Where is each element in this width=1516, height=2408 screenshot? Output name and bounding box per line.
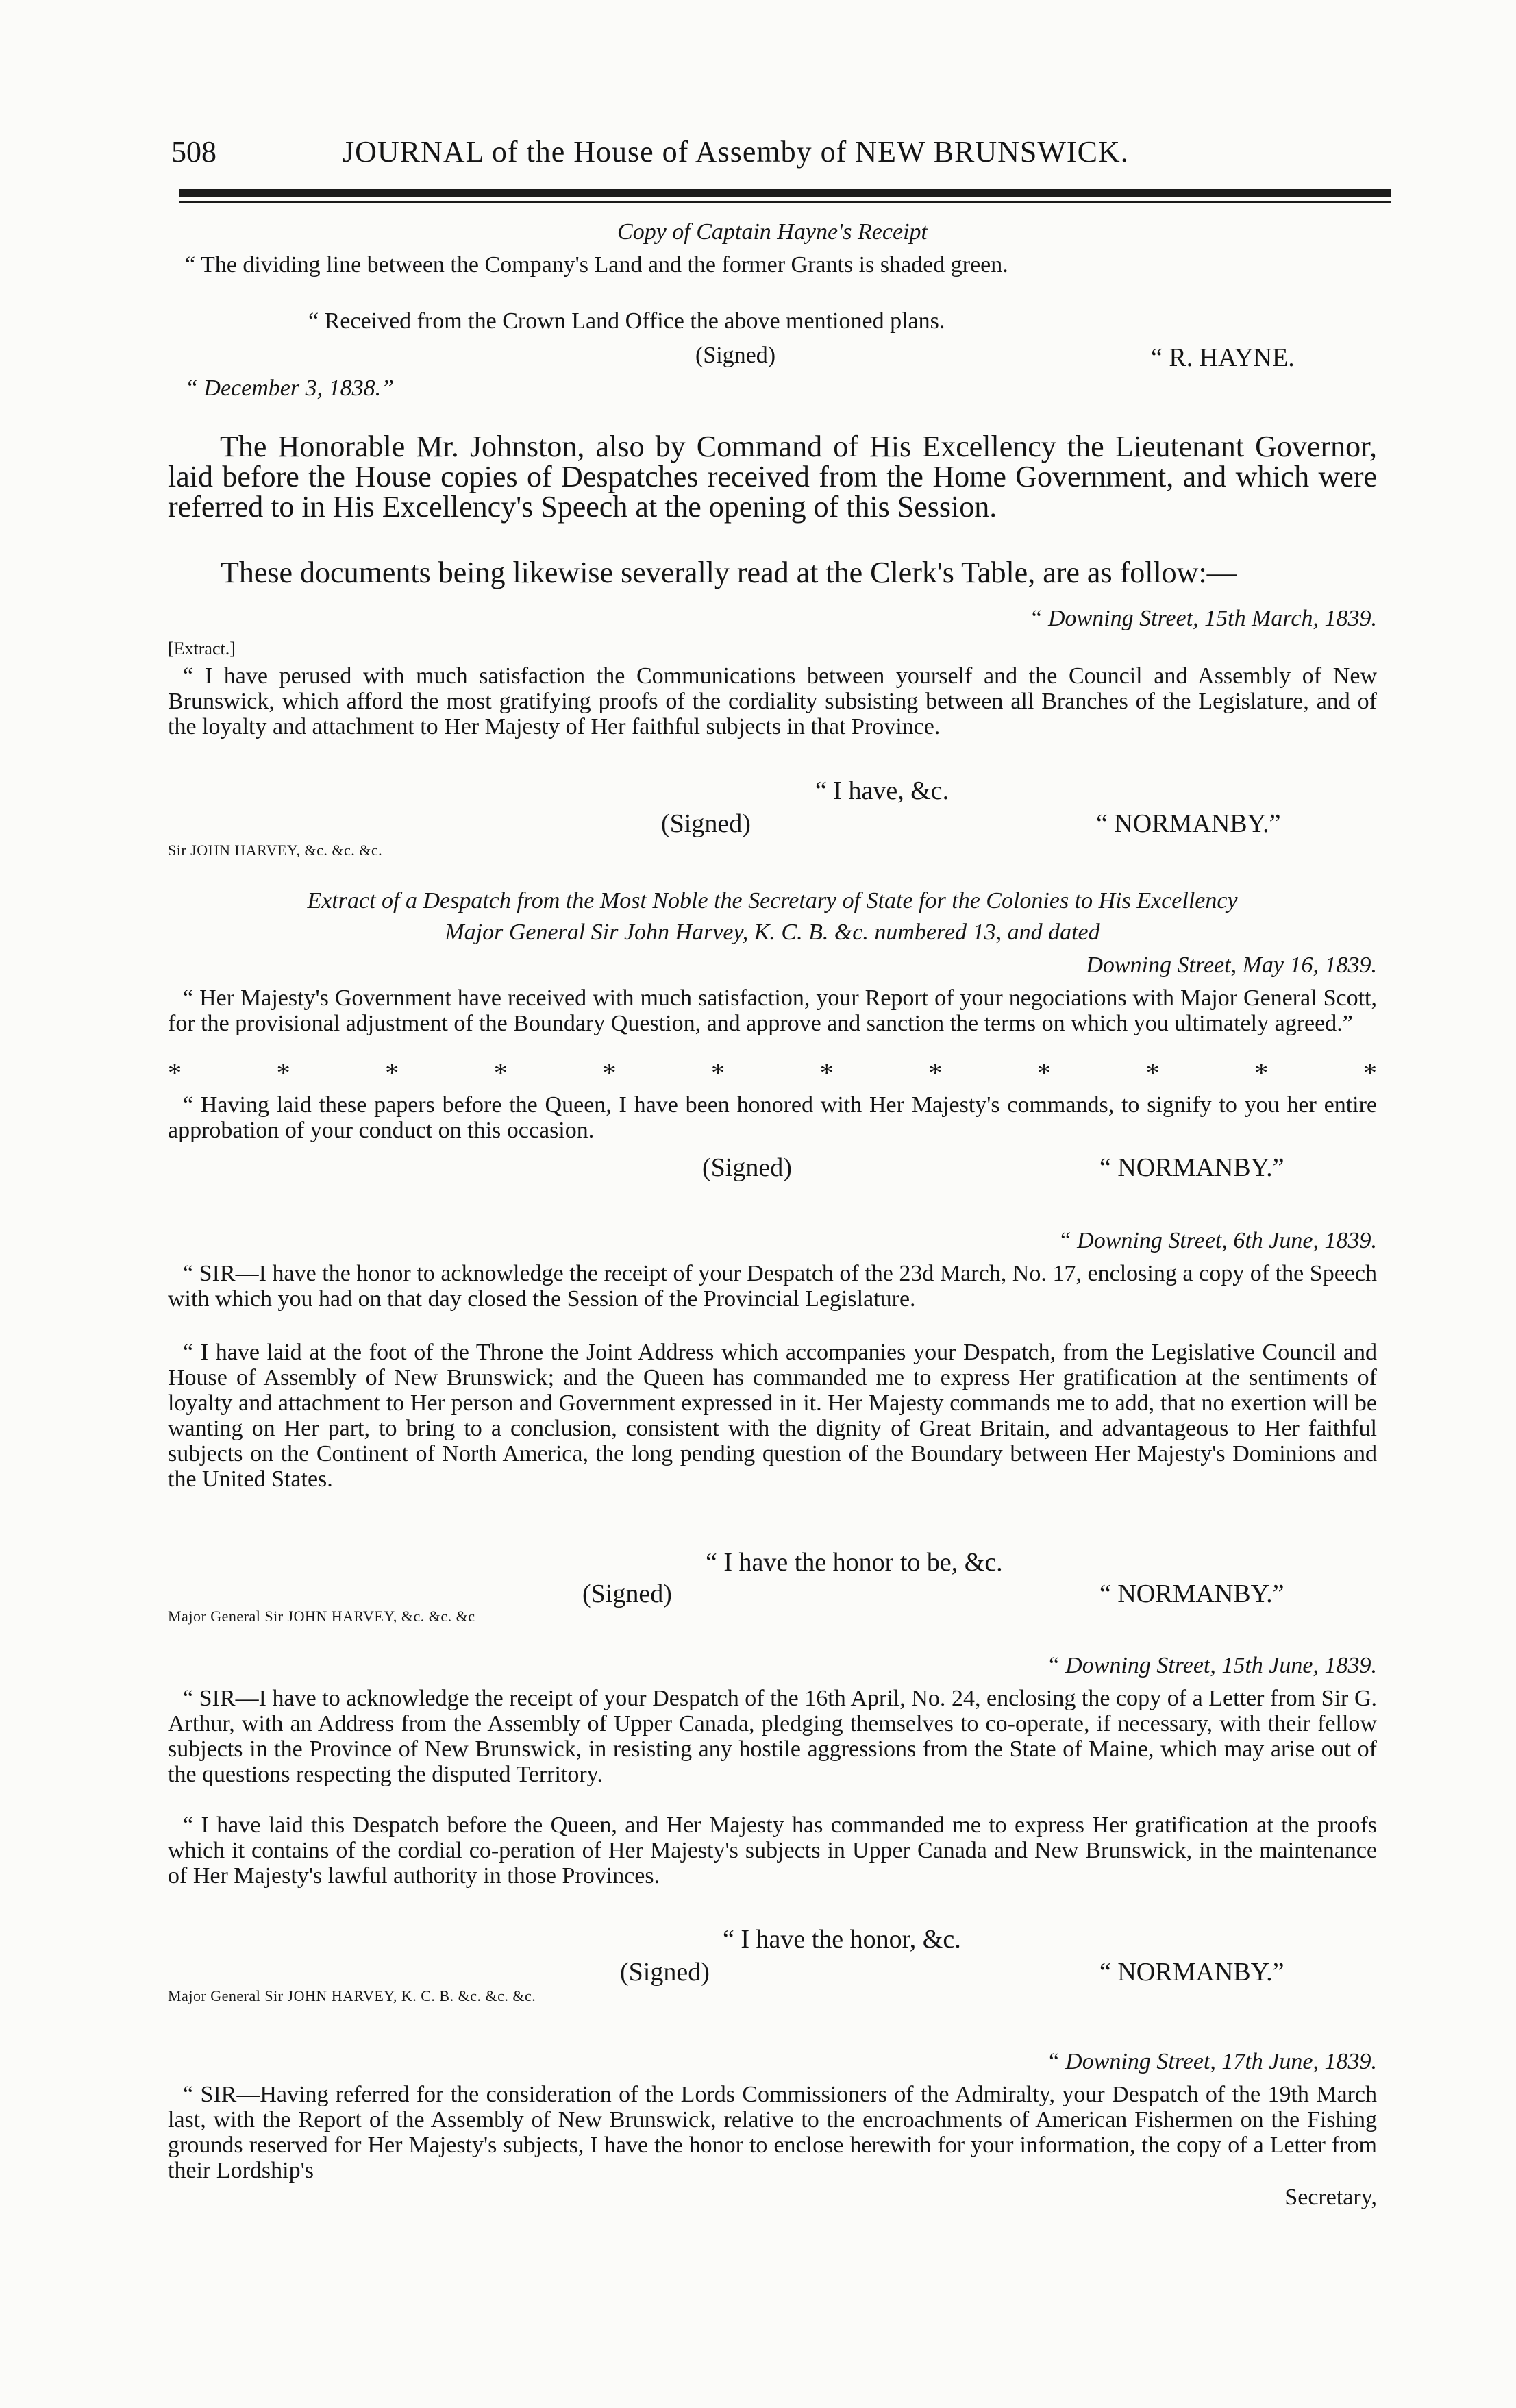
despatch-1-dateline: “ Downing Street, 15th March, 1839. [1029,606,1377,631]
despatch-4-body-1: “ SIR—I have to acknowledge the receipt of your Despatch of the 16th April, No. 24, enclosing the copy of a Letter from Sir G. Arthur, with an Address from the Assembly of Upper Canada, pledging themselves to co-operate, if necessary, with their fellow subjects in the Province of New Brunswick, in resisting any hostile aggressions from the State of Maine, which may arise out of the questions respecting the disputed Territory. [168,1686,1377,1787]
extract-label: [Extract.] [168,639,236,659]
despatch-4-signed: (Signed) [620,1958,710,1987]
despatch-3-body-1: “ SIR—I have the honor to acknowledge the receipt of your Despatch of the 23d March, No. 17, enclosing a copy of the Speech with which you had on that day closed the Session of the Provincial Legislature. [168,1261,1377,1312]
intro-paragraph: The Honorable Mr. Johnston, also by Command of His Excellency the Lieutenant Governor, laid before the House copies of Despatches received from the Home Government, and which were referred to in His Excellency's Speech at the opening of this Session. [168,430,1377,524]
star: * [928,1057,943,1088]
despatch-2-body: “ Her Majesty's Government have received with much satisfaction, your Report of your negociations with Major General Scott, for the provisional adjustment of the Boundary Question, and approve and sanction the terms on which you ultimately agreed.” [168,985,1377,1036]
star: * [1037,1057,1051,1088]
despatch-2-signer: “ NORMANBY.” [1099,1153,1284,1182]
catchword: Secretary, [1284,2185,1377,2210]
despatch-1-body: “ I have perused with much satisfaction the Communications between yourself and the Council and Assembly of New Brunswick, which afford the most gratifying proofs of the cordiality subsisting between all Branches of the Legislature, and of the loyalty and attachment to Her Majesty of Her faithful subjects in that Province. [168,663,1377,739]
despatch-4-body-2: “ I have laid this Despatch before the Queen, and Her Majesty has commanded me to express Her gratification at the proofs which it contains of the cordial co-peration of Her Majesty's subjects in Upper Canada and New Brunswick, in the maintenance of Her Majesty's lawful authority in those Provinces. [168,1813,1377,1889]
despatch-1-signed: (Signed) [661,809,751,838]
despatch-2-body-2: “ Having laid these papers before the Queen, I have been honored with Her Majesty's commands, to signify to you her entire approbation of your conduct on this occasion. [168,1092,1377,1143]
despatch-3-signed: (Signed) [582,1580,672,1608]
header-rule [179,189,1391,197]
despatch-5-body: “ SIR—Having referred for the consideration of the Lords Commissioners of the Admiralty, your Despatch of the 19th March last, with the Report of the Assembly of New Brunswick, relative to the encroachments of American Fishermen on the Fishing grounds reserved for Her Majesty's subjects, I have the honor to enclose herewith for your information, the copy of a Letter from their Lordship's [168,2082,1377,2183]
star: * [819,1057,834,1088]
despatch-2-heading-1: Extract of a Despatch from the Most Noble the Secretary of State for the Colonies to His Excellency [307,888,1238,913]
star: * [711,1057,725,1088]
receipt-signer: “ R. HAYNE. [1151,343,1295,372]
despatch-1-signer: “ NORMANBY.” [1096,809,1281,838]
receipt-heading: Copy of Captain Hayne's Receipt [617,219,928,245]
despatch-2-signed: (Signed) [702,1153,792,1182]
star: * [602,1057,617,1088]
star: * [385,1057,399,1088]
despatch-2-dateline: Downing Street, May 16, 1839. [1086,953,1377,978]
header-rule-thin [179,201,1391,203]
despatch-3-dateline: “ Downing Street, 6th June, 1839. [1058,1228,1377,1253]
running-head: JOURNAL of the House of Assemby of NEW BRUNSWICK. [343,135,1129,169]
star: * [168,1057,182,1088]
page-header [171,134,1397,175]
despatch-3-closing: “ I have the honor to be, &c. [706,1548,1003,1577]
receipt-signed: (Signed) [695,343,776,368]
receipt-line-2: “ Received from the Crown Land Office the above mentioned plans. [308,308,945,334]
despatch-3-addressee: Major General Sir JOHN HARVEY, &c. &c. &c [168,1608,475,1625]
despatch-1-addressee: Sir JOHN HARVEY, &c. &c. &c. [168,841,383,859]
despatch-3-signer: “ NORMANBY.” [1099,1580,1284,1608]
despatch-4-closing: “ I have the honor, &c. [723,1925,961,1954]
star: * [1363,1057,1377,1088]
despatch-4-addressee: Major General Sir JOHN HARVEY, K. C. B. &c. &c. &c. [168,1987,536,2004]
despatch-4-signer: “ NORMANBY.” [1099,1958,1284,1987]
despatch-1-closing: “ I have, &c. [815,776,949,805]
despatch-4-dateline: “ Downing Street, 15th June, 1839. [1046,1653,1377,1678]
star: * [1145,1057,1160,1088]
ellipsis-stars [168,1057,1377,1089]
star: * [276,1057,290,1088]
despatch-2-heading-2: Major General Sir John Harvey, K. C. B. &c. numbered 13, and dated [445,920,1100,945]
receipt-line-1: “ The dividing line between the Company's Land and the former Grants is shaded green. [185,252,1008,278]
receipt-date: “ December 3, 1838.” [185,376,395,401]
despatch-5-dateline: “ Downing Street, 17th June, 1839. [1046,2049,1377,2074]
despatch-3-body-2: “ I have laid at the foot of the Throne the Joint Address which accompanies your Despatch, from the Legislative Council and House of Assembly of New Brunswick; and the Queen has commanded me to express Her gratification at the sentiments of loyalty and attachment to Her person and Government expressed in it. Her Majesty commands me to add, that no exertion will be wanting on Her part, to bring to a conclusion, consistent with the dignity of Great Britain, and advantageous to Her faithful subjects on the Continent of North America, the long pending question of the Boundary between Her Majesty's Dominions and the United States. [168,1340,1377,1492]
star: * [493,1057,508,1088]
star: * [1254,1057,1269,1088]
page-number: 508 [171,135,216,169]
intro-paragraph-2: These documents being likewise severally read at the Clerk's Table, are as follow:— [221,556,1237,589]
